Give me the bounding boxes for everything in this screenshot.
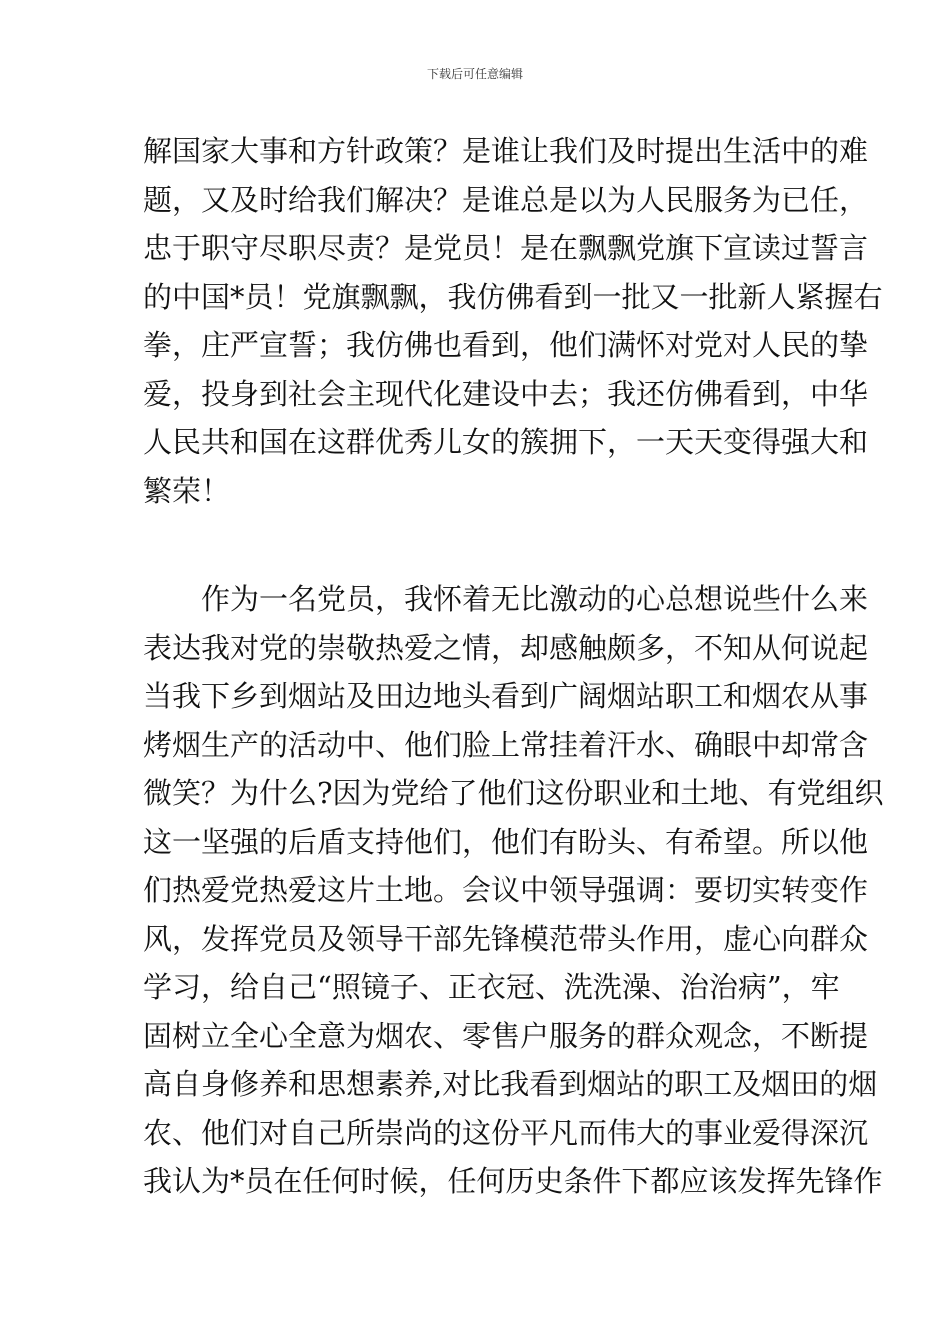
paragraph-1 [143, 127, 883, 515]
text-line: 的中国*员！党旗飘飘，我仿佛看到一批又一批新人紧握右 [143, 279, 883, 314]
text-line: 忠于职守尽职尽责？是党员！是在飘飘党旗下宣读过誓言 [143, 231, 869, 265]
text-line: 们热爱党热爱这片土地。会议中领导强调：要切实转变作 [143, 873, 869, 907]
text-line: 拳，庄严宣誓；我仿佛也看到，他们满怀对党对人民的挚 [143, 328, 869, 362]
text-line: 微笑？为什么?因为党给了他们这份职业和土地、有党组织 [143, 776, 884, 810]
text-line: 烤烟生产的活动中、他们脸上常挂着汗水、确眼中却常含 [143, 727, 869, 762]
text-line: 我认为*员在任何时候，任何历史条件下都应该发挥先锋作 [143, 1164, 883, 1198]
text-line: 学习，给自己“照镜子、正衣冠、洗洗澡、治治病”，牢 [143, 970, 840, 1004]
text-line: 繁荣！ [143, 473, 231, 508]
page-header: 下载后可任意编辑 [426, 67, 523, 81]
text-line: 固树立全心全意为烟农、零售户服务的群众观念，不断提 [143, 1018, 869, 1053]
text-line: 作为一名党员，我怀着无比激动的心总想说些什么来 [201, 582, 869, 616]
text-line: 高自身修养和思想素养,对比我看到烟站的职工及烟田的烟 [143, 1067, 878, 1101]
text-line: 农、他们对自己所崇尚的这份平凡而伟大的事业爱得深沉 [143, 1115, 869, 1150]
text-line: 题，又及时给我们解决？是谁总是以为人民服务为已任， [143, 182, 869, 217]
text-line: 爱，投身到社会主现代化建设中去；我还仿佛看到，中华 [143, 376, 869, 411]
paragraph-2 [143, 575, 884, 1206]
text-line: 表达我对党的崇敬热爱之情，却感触颇多，不知从何说起 [143, 630, 869, 665]
text-line: 解国家大事和方针政策？是谁让我们及时提出生活中的难 [143, 134, 869, 168]
text-line: 人民共和国在这群优秀儿女的簇拥下，一天天变得强大和 [143, 425, 869, 459]
text-line: 这一坚强的后盾支持他们，他们有盼头、有希望。所以他 [143, 824, 869, 859]
text-line: 风，发挥党员及领导干部先锋模范带头作用，虚心向群众 [143, 921, 869, 956]
text-line: 当我下乡到烟站及田边地头看到广阔烟站职工和烟农从事 [143, 679, 869, 713]
